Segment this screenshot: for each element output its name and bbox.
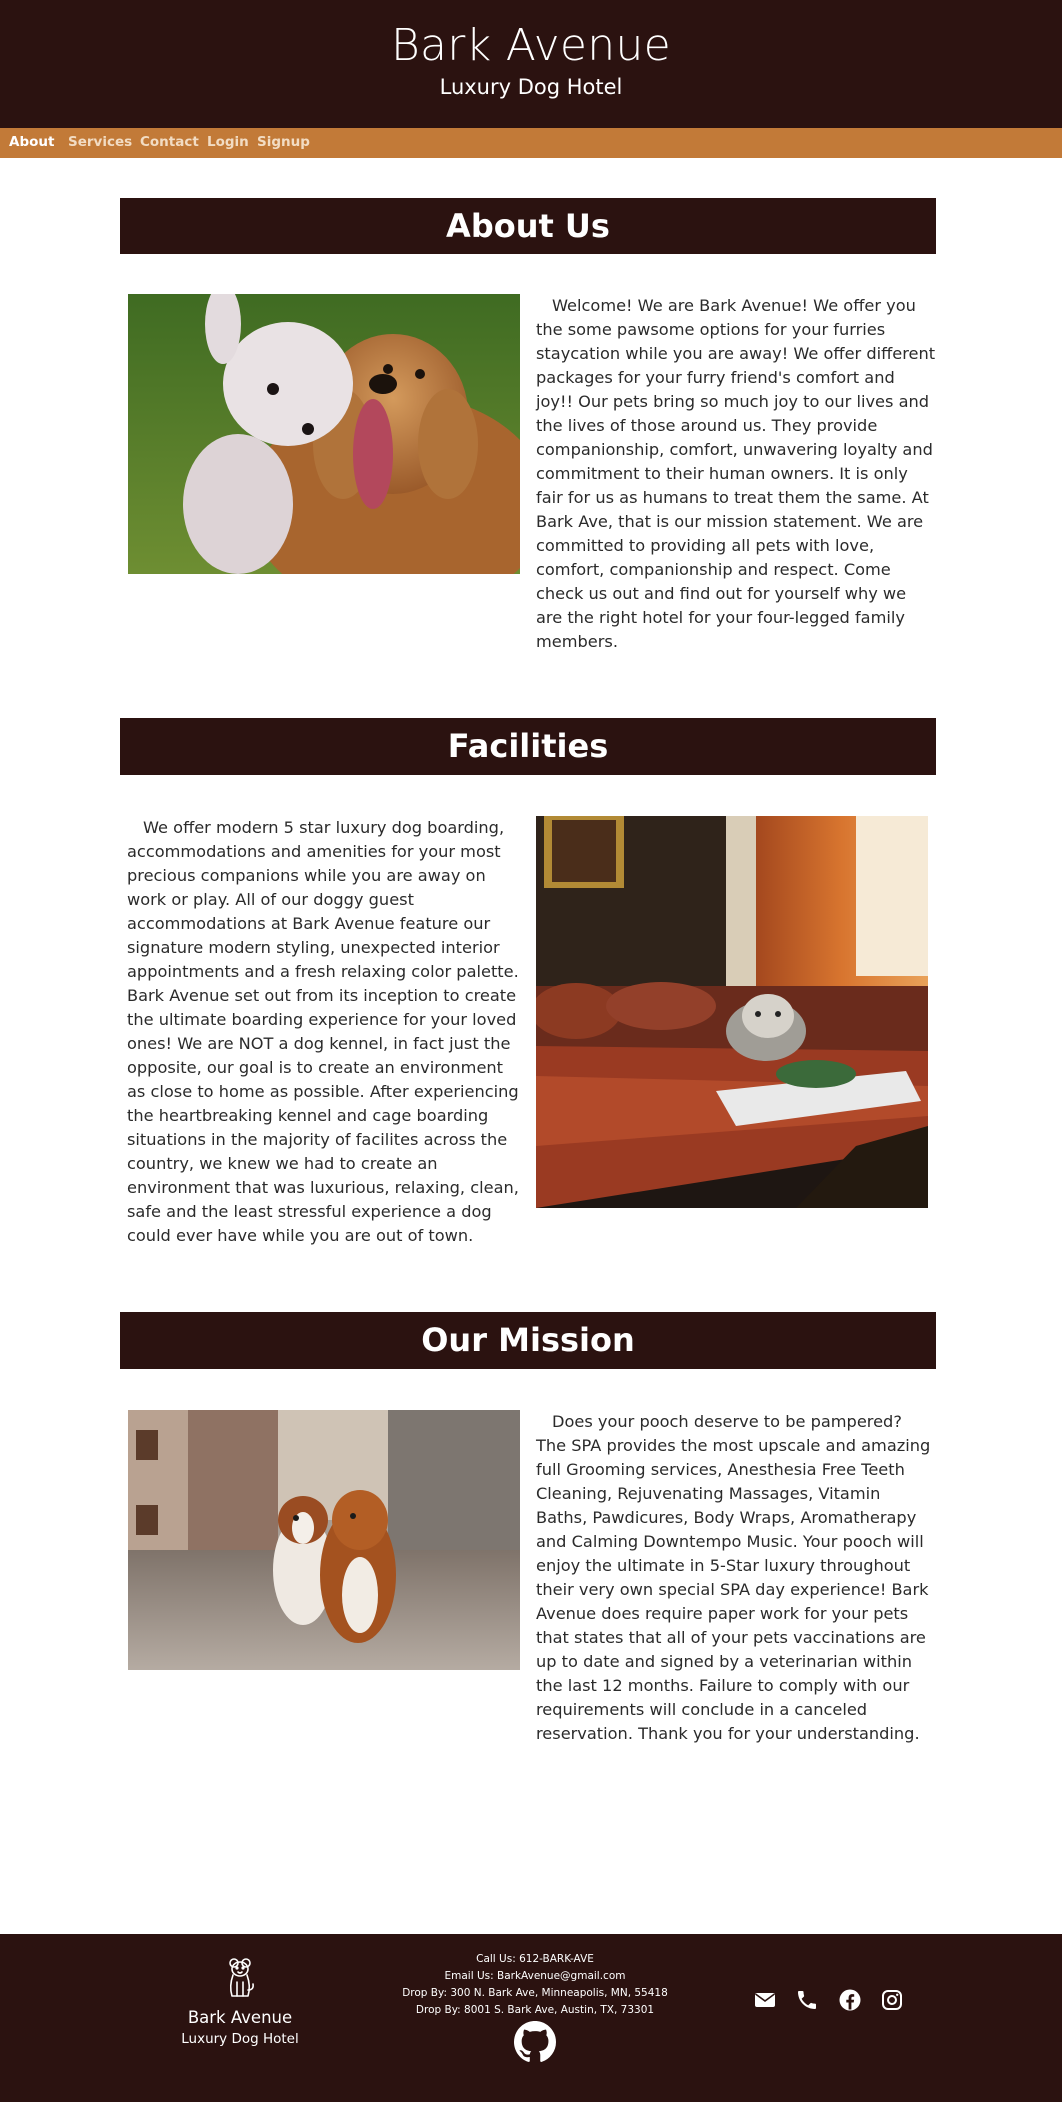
instagram-icon[interactable] — [880, 1988, 904, 2012]
facilities-text: We offer modern 5 star luxury dog boarding, accommodations and amenities for your most precious companions while you are away on work or play. All of our doggy guest accommodations at Bark Avenue feature our signature modern styling, unexpected interior appointments and a fresh relaxing color palette. Bark Avenue set out from its inception to create the ultimate boarding experience for your loved ones! We are NOT a dog kennel, in fact just the opposite, our goal is to create an environment as close to home as possible. After experiencing the heartbreaking kennel and cage boarding situations in the majority of facilites across the country, we knew we had to create an environment that was luxurious, relaxing, clean, safe and the least stressful experience a dog could ever have while you are out of town. — [127, 818, 519, 1245]
site-footer — [0, 1934, 1062, 2102]
footer-dropoff-austin: Drop By: 8001 S. Bark Ave, Austin, TX, 73301 — [415, 2004, 655, 2016]
footer-email: Email Us: BarkAvenue@gmail.com — [444, 1970, 626, 1982]
nav-link-login[interactable]: Login — [207, 134, 249, 150]
nav-link-contact[interactable]: Contact — [140, 134, 199, 150]
footer-brand — [160, 1954, 320, 2047]
facilities-bed-photo — [536, 816, 928, 1208]
footer-call: Call Us: 612-BARK-AVE — [476, 1953, 594, 1965]
about-dogs-photo — [128, 294, 520, 574]
facilities-heading: Facilities — [120, 718, 936, 775]
site-title: Bark Avenue — [390, 20, 672, 71]
dog-logo-icon — [220, 1954, 260, 2000]
github-icon[interactable] — [514, 2021, 556, 2063]
facebook-icon[interactable] — [838, 1988, 862, 2012]
about-heading: About Us — [120, 198, 936, 254]
main-navbar — [0, 128, 1062, 158]
mission-heading: Our Mission — [120, 1312, 936, 1369]
footer-brand-tagline: Luxury Dog Hotel — [181, 2031, 299, 2047]
nav-link-services[interactable]: Services — [68, 134, 133, 150]
footer-dropoff-minneapolis: Drop By: 300 N. Bark Ave, Minneapolis, MN, 55418 — [402, 1987, 668, 1999]
nav-link-about[interactable]: About — [9, 134, 55, 150]
about-text: Welcome! We are Bark Avenue! We offer you the some pawsome options for your furries staycation while you are away! We offer different packages for your furry friend's comfort and joy!! Our pets bring so much joy to our lives and the lives of those around us. They provide companionship, comfort, unwavering loyalty and commitment to their human owners. It is only fair for us as humans to treat them the same. At Bark Ave, that is our mission statement. We are committed to providing all pets with love, comfort, companionship and respect. Come check us out and find out for yourself why we are the right hotel for your four-legged family members. — [536, 296, 936, 651]
site-subtitle: Luxury Dog Hotel — [439, 75, 623, 99]
nav-link-signup[interactable]: Signup — [257, 134, 310, 150]
footer-contact — [400, 1953, 670, 2063]
site-header — [0, 0, 1062, 128]
mission-text: Does your pooch deserve to be pampered? The SPA provides the most upscale and amazing full Grooming services, Anesthesia Free Teeth Cleaning, Rejuvenating Massages, Vitamin Baths, Pawdicures, Body Wraps, Aromatherapy and Calming Downtempo Music. Your pooch will enjoy the ultimate in 5-Star luxury throughout their very own special SPA day experience! Bark Avenue does require paper work for your pets that states that all of your pets vaccinations are up to date and signed by a veterinarian within the last 12 months. Failure to comply with our requirements will conclude in a canceled reservation. Thank you for your understanding. — [536, 1412, 931, 1743]
footer-brand-name: Bark Avenue — [187, 2008, 293, 2027]
phone-icon[interactable] — [795, 1988, 819, 2012]
mission-dogs-photo — [128, 1410, 520, 1670]
envelope-icon[interactable] — [753, 1988, 777, 2012]
